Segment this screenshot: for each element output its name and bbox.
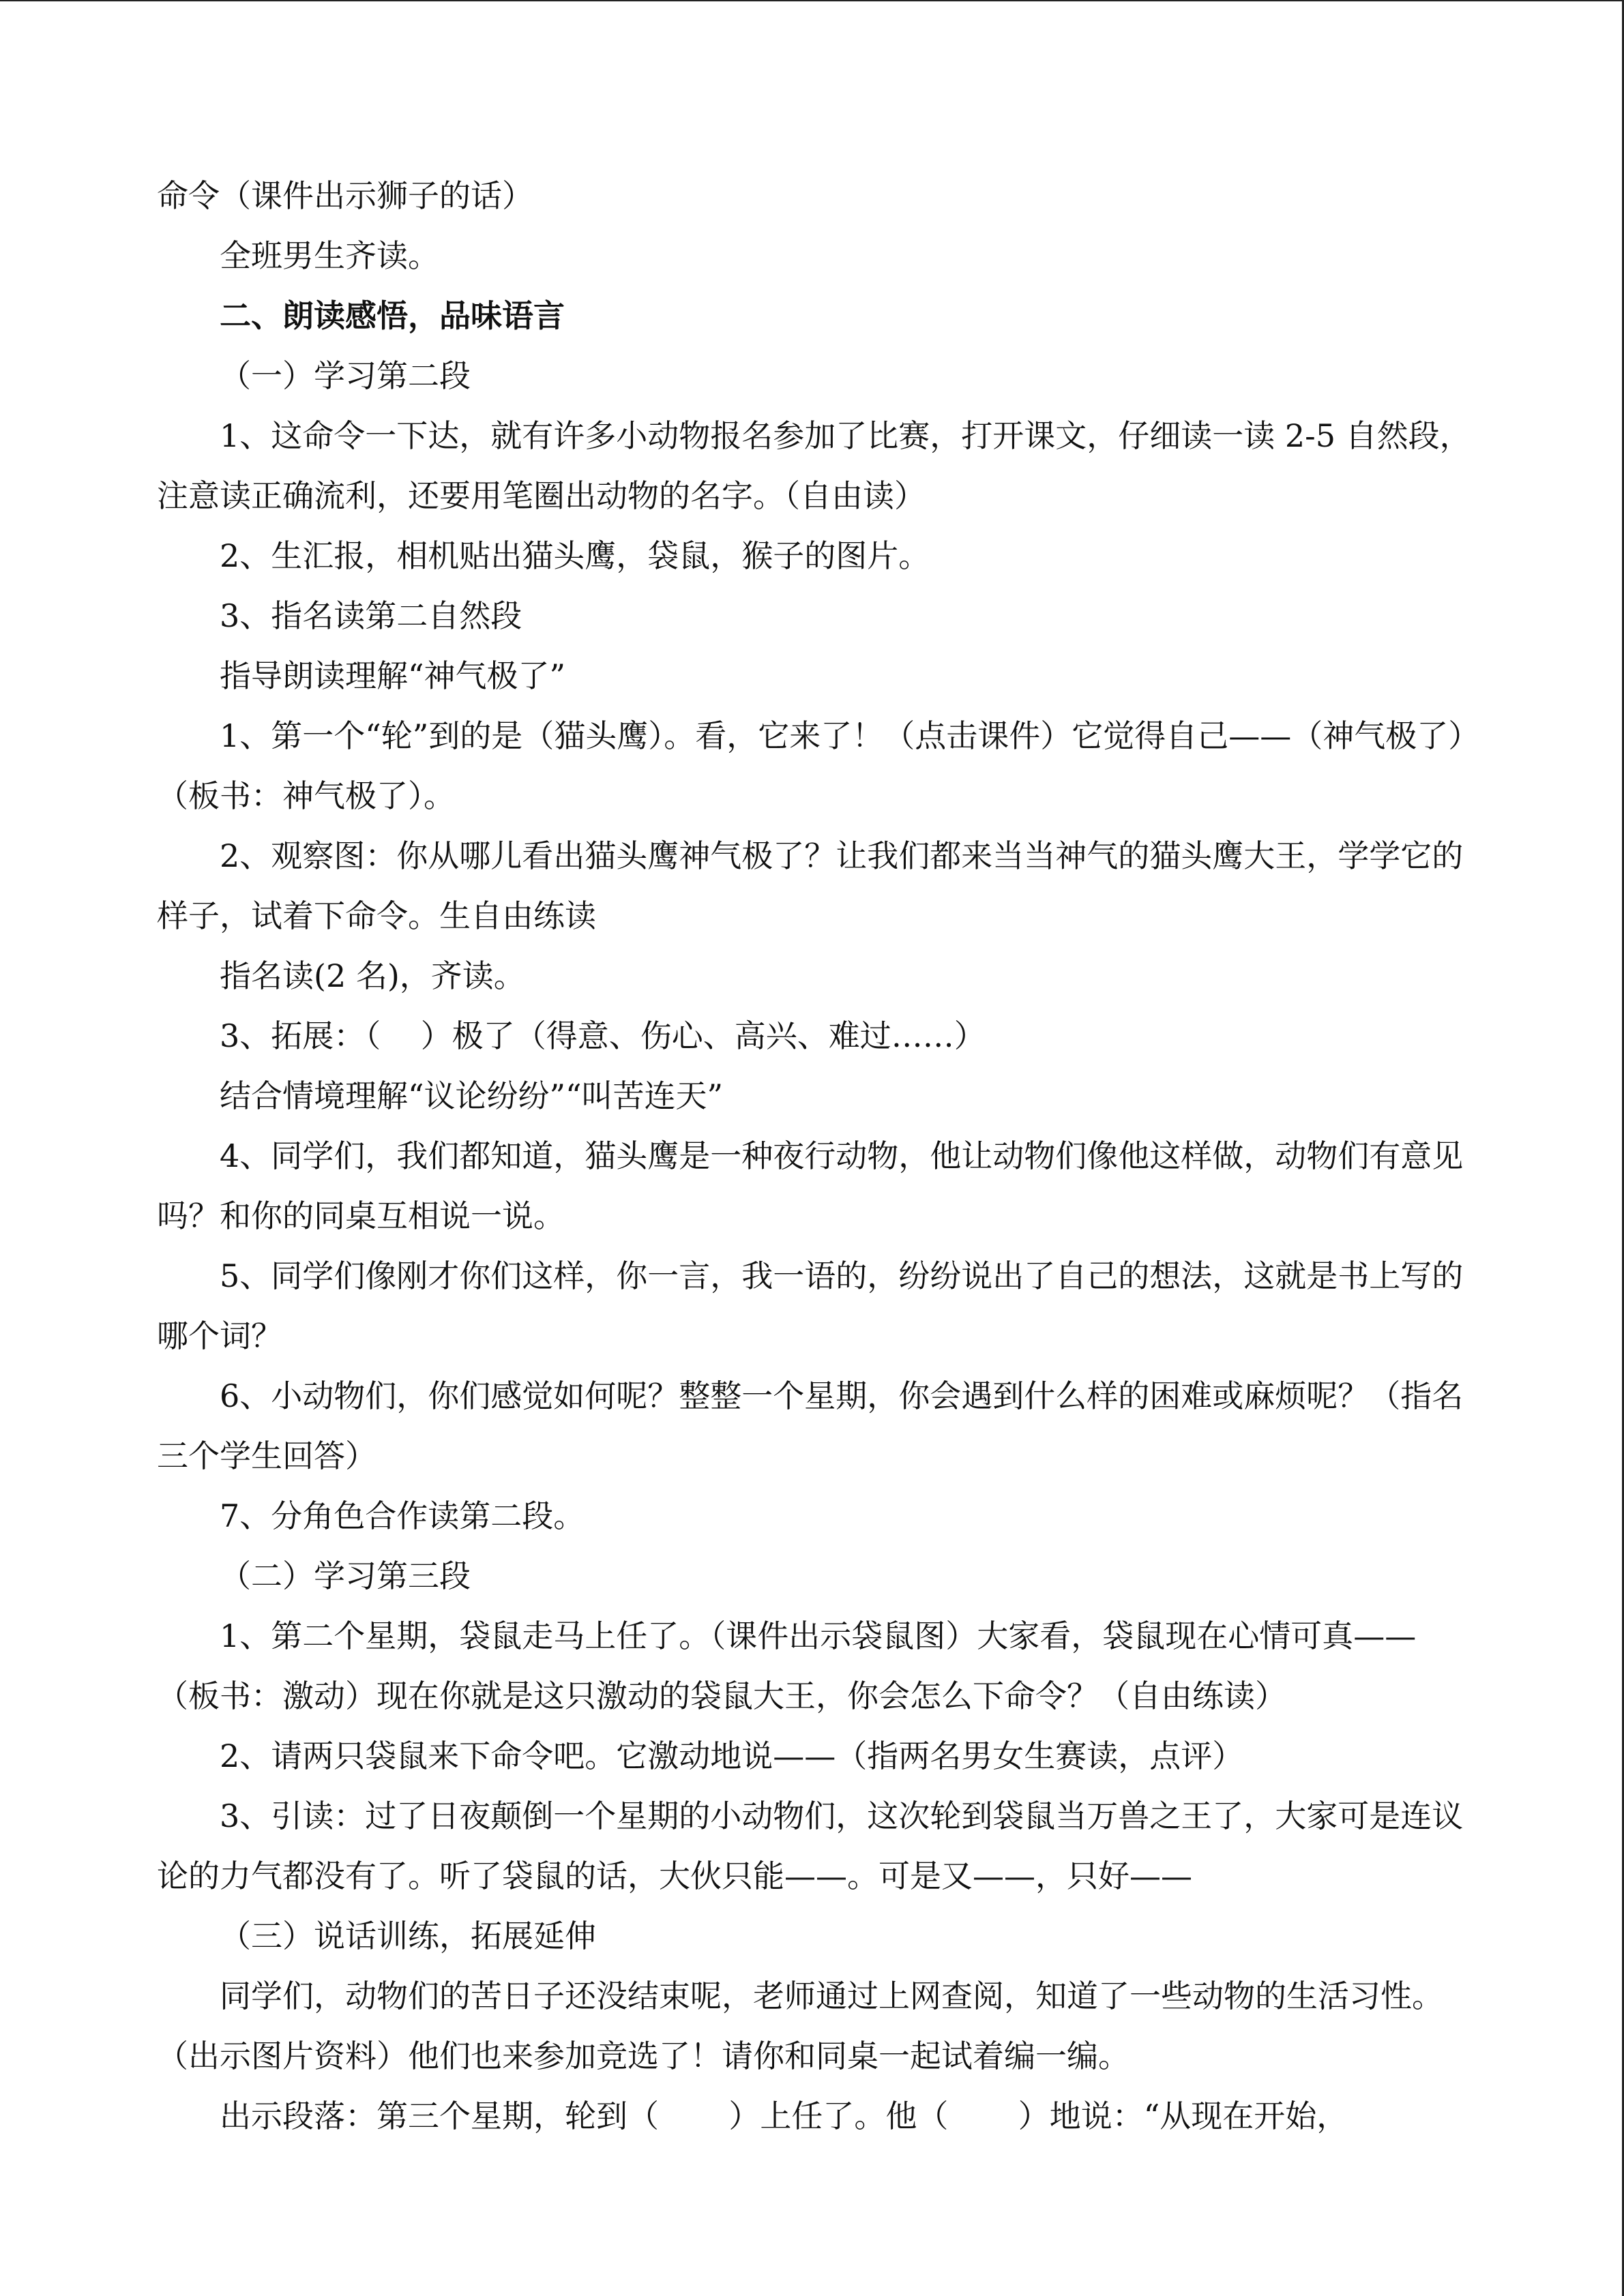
paragraph: 3、引读：过了日夜颠倒一个星期的小动物们，这次轮到袋鼠当万兽之王了，大家可是连议论的力气都没有了。听了袋鼠的话，大伙只能——。可是又——，只好—— xyxy=(157,1798,1464,1894)
paragraph: 出示段落：第三个星期，轮到（ ）上任了。他（ ）地说：“从现在开始， xyxy=(220,2098,1348,2134)
paragraph: 1、第二个星期，袋鼠走马上任了。（课件出示袋鼠图）大家看，袋鼠现在心情可真——（板书：激动）现在你就是这只激动的袋鼠大王，你会怎么下命令？（自由练读） xyxy=(157,1617,1417,1714)
subsection-heading: （一）学习第二段 xyxy=(220,357,471,394)
paragraph: 5、同学们像刚才你们这样，你一言，我一语的，纷纷说出了自己的想法，这就是书上写的哪个词？ xyxy=(157,1257,1464,1354)
paragraph: 2、请两只袋鼠来下命令吧。它激动地说——（指两名男女生赛读，点评） xyxy=(220,1738,1244,1774)
paragraph: 3、拓展：（ ）极了（得意、伤心、高兴、难过……） xyxy=(220,1017,986,1054)
page-top-border xyxy=(0,0,1624,1)
paragraph: 命令（课件出示狮子的话） xyxy=(157,177,533,214)
paragraph: 7、分角色合作读第二段。 xyxy=(220,1497,585,1534)
paragraph: 指导朗读理解“神气极了” xyxy=(220,657,566,694)
subsection-heading: （三）说话训练，拓展延伸 xyxy=(220,1918,596,1954)
paragraph: 全班男生齐读。 xyxy=(220,237,439,274)
section-heading: 二、朗读感悟，品味语言 xyxy=(220,297,565,334)
paragraph: 6、小动物们，你们感觉如何呢？整整一个星期，你会遇到什么样的困难或麻烦呢？（指名三个学生回答） xyxy=(157,1377,1464,1474)
paragraph: 1、这命令一下达，就有许多小动物报名参加了比赛，打开课文，仔细读一读 2-5 自然段，注意读正确流利，还要用笔圈出动物的名字。（自由读） xyxy=(157,417,1471,514)
paragraph: 4、同学们，我们都知道，猫头鹰是一种夜行动物，他让动物们像他这样做，动物们有意见吗？和你的同桌互相说一说。 xyxy=(157,1137,1464,1234)
paragraph: 2、生汇报，相机贴出猫头鹰，袋鼠，猴子的图片。 xyxy=(220,537,930,574)
paragraph: 指名读(2 名)，齐读。 xyxy=(220,957,525,994)
paragraph: 2、观察图：你从哪儿看出猫头鹰神气极了？让我们都来当当神气的猫头鹰大王，学学它的样子，试着下命令。生自由练读 xyxy=(157,837,1464,934)
paragraph: 3、指名读第二自然段 xyxy=(220,597,522,634)
subsection-heading: （二）学习第三段 xyxy=(220,1557,471,1594)
paragraph: 1、第一个“轮”到的是（猫头鹰）。看，它来了！（点击课件）它觉得自己——（神气极了）（板书：神气极了）。 xyxy=(157,717,1464,814)
document-body xyxy=(157,166,1473,2146)
paragraph: 结合情境理解“议论纷纷”“叫苦连天” xyxy=(220,1077,724,1114)
paragraph: 同学们，动物们的苦日子还没结束呢，老师通过上网查阅，知道了一些动物的生活习性。（出示图片资料）他们也来参加竞选了！请你和同桌一起试着编一编。 xyxy=(157,1978,1443,2074)
